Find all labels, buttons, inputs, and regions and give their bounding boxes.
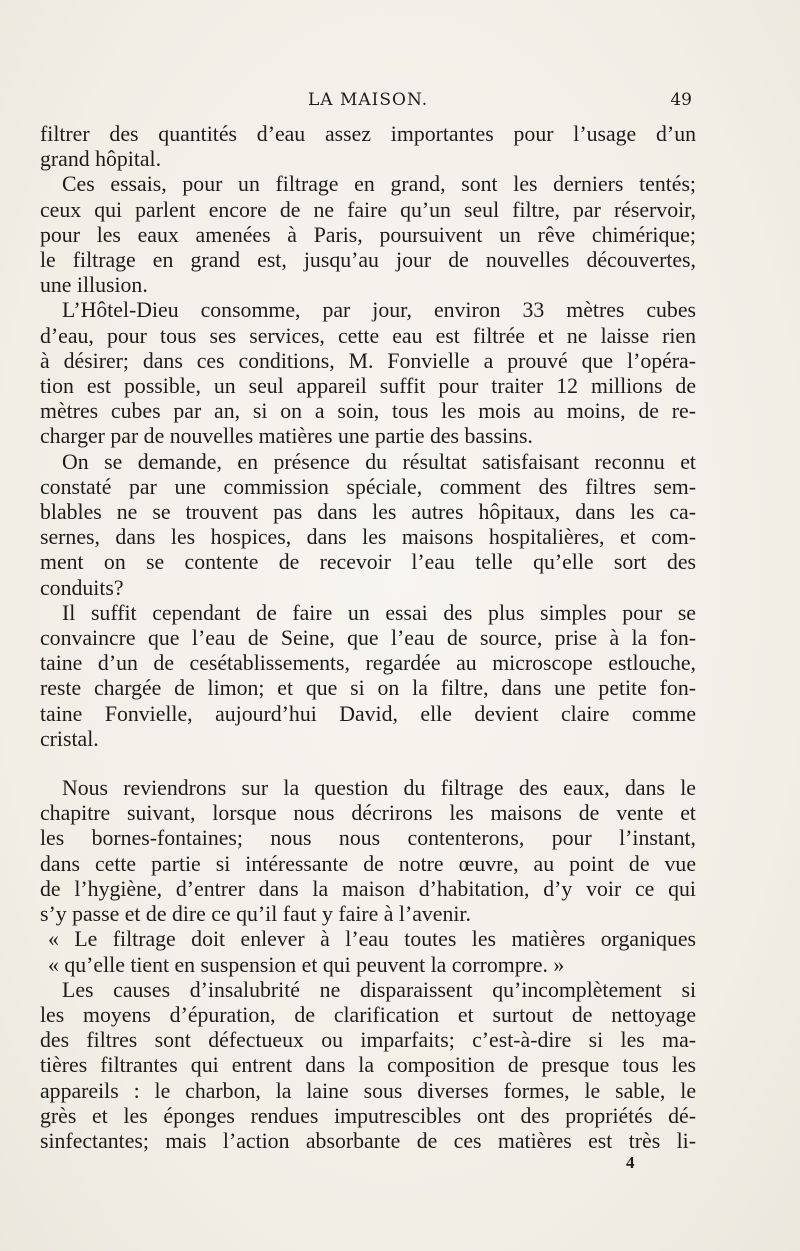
paragraph bbox=[40, 122, 696, 172]
text-line: dans cette partie si intéressante de notre œuvre, au point de vue bbox=[40, 851, 696, 876]
paragraph-gap bbox=[40, 752, 696, 776]
text-line: « qu’elle tient en suspension et qui peuvent la corrompre. » bbox=[48, 952, 565, 977]
quotation bbox=[40, 927, 696, 977]
text-line: Ces essais, pour un filtrage en grand, sont les derniers tentés; bbox=[62, 172, 696, 197]
text-line: les moyens d’épuration, de clarification et surtout de nettoyage bbox=[40, 1002, 696, 1027]
running-title: LA MAISON. bbox=[308, 90, 429, 110]
text-line: pour les eaux amenées à Paris, poursuivent un rêve chimérique; bbox=[40, 222, 696, 247]
text-line: grand hôpital. bbox=[40, 147, 162, 172]
text-line: « Le filtrage doit enlever à l’eau toutes les matières organiques bbox=[48, 927, 696, 952]
paragraph bbox=[40, 172, 696, 298]
text-line: charger par de nouvelles matières une partie des bassins. bbox=[40, 424, 533, 449]
paragraph bbox=[40, 298, 696, 449]
text-line: filtrer des quantités d’eau assez importantes pour l’usage d’un bbox=[40, 122, 696, 146]
text-line: convaincre que l’eau de Seine, que l’eau de source, prise à la fon- bbox=[40, 626, 696, 651]
text-line: Nous reviendrons sur la question du filtrage des eaux, dans le bbox=[62, 776, 696, 801]
text-line: taine Fonvielle, aujourd’hui David, elle devient claire comme bbox=[40, 701, 696, 726]
text-line: des filtres sont défectueux ou imparfaits; c’est-à-dire si les ma- bbox=[40, 1028, 696, 1053]
text-line: mètres cubes par an, si on a soin, tous les mois au moins, de re- bbox=[40, 399, 696, 424]
text-line: le filtrage en grand est, jusqu’au jour de nouvelles découvertes, bbox=[40, 248, 696, 273]
text-line: taine d’un de cesétablissements, regardée au microscope estlouche, bbox=[40, 651, 696, 676]
text-line: conduits? bbox=[40, 575, 124, 600]
text-line: de l’hygiène, d’entrer dans la maison d’habitation, d’y voir ce qui bbox=[40, 876, 696, 901]
page-number: 49 bbox=[670, 90, 692, 110]
text-line: ment on se contente de recevoir l’eau telle qu’elle sort des bbox=[40, 550, 696, 575]
paragraph bbox=[40, 776, 696, 927]
text-line: les bornes-fontaines; nous nous contenterons, pour l’instant, bbox=[40, 826, 696, 851]
text-line: appareils : le charbon, la laine sous diverses formes, le sable, le bbox=[40, 1078, 696, 1103]
paragraph bbox=[40, 978, 696, 1154]
text-line: grès et les éponges rendues imputrescibles ont des propriétés dé- bbox=[40, 1103, 696, 1128]
body-text bbox=[40, 122, 696, 1154]
signature-mark: 4 bbox=[626, 1153, 635, 1172]
text-line: sernes, dans les hospices, dans les maisons hospitalières, et com- bbox=[40, 525, 696, 550]
text-line: une illusion. bbox=[40, 273, 148, 298]
text-line: L’Hôtel-Dieu consomme, par jour, environ 33 mètres cubes bbox=[62, 298, 696, 323]
text-line: On se demande, en présence du résultat satisfaisant reconnu et bbox=[62, 449, 696, 474]
text-line: ceux qui parlent encore de ne faire qu’un seul filtre, par réservoir, bbox=[40, 197, 696, 222]
text-line: sinfectantes; mais l’action absorbante de ces matières est très li- bbox=[40, 1128, 696, 1153]
text-line: d’eau, pour tous ses services, cette eau est filtrée et ne laisse rien bbox=[40, 323, 696, 348]
text-line: reste chargée de limon; et que si on la filtre, dans une petite fon- bbox=[40, 676, 696, 701]
paragraph bbox=[40, 601, 696, 752]
text-line: à désirer; dans ces conditions, M. Fonvielle a prouvé que l’opéra- bbox=[40, 348, 696, 373]
text-line: tières filtrantes qui entrent dans la composition de presque tous les bbox=[40, 1053, 696, 1078]
paragraph bbox=[40, 450, 696, 601]
text-line: cristal. bbox=[40, 726, 99, 751]
text-line: Il suffit cependant de faire un essai des plus simples pour se bbox=[62, 600, 696, 625]
text-line: blables ne se trouvent pas dans les autres hôpitaux, dans les ca- bbox=[40, 500, 696, 525]
text-line: constaté par une commission spéciale, comment des filtres sem- bbox=[40, 474, 696, 499]
text-line: chapitre suivant, lorsque nous décrirons les maisons de vente et bbox=[40, 801, 696, 826]
text-line: s’y passe et de dire ce qu’il faut y faire à l’avenir. bbox=[40, 902, 471, 927]
text-line: tion est possible, un seul appareil suffit pour traiter 12 millions de bbox=[40, 374, 696, 399]
text-line: Les causes d’insalubrité ne disparaissent qu’incomplètement si bbox=[62, 977, 696, 1002]
